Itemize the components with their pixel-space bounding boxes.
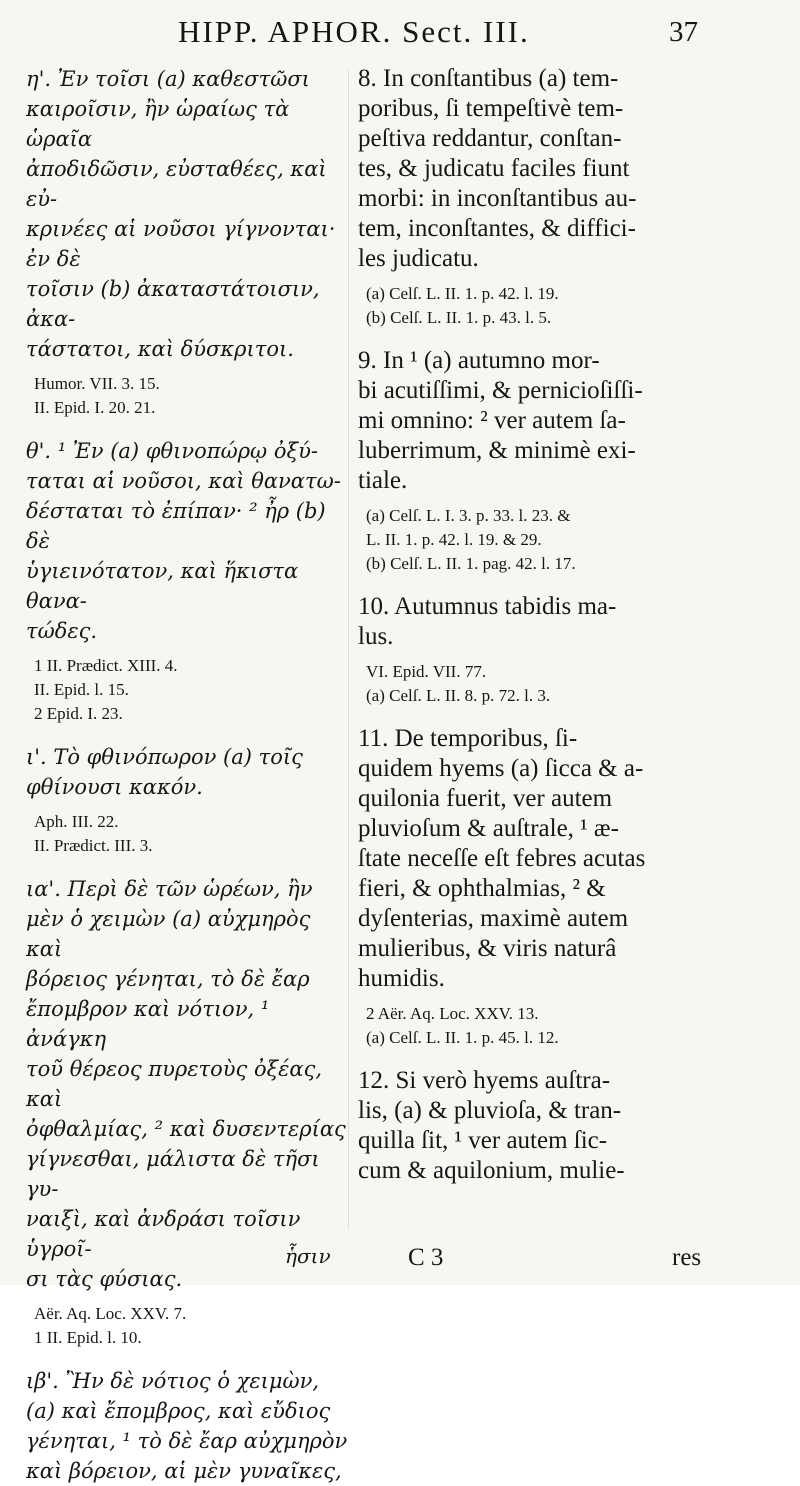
greek-line: γένηται, ¹ τὸ δὲ ἔαρ αὐχμηρὸν xyxy=(26,1429,348,1453)
greek-line: καὶ βόρειον, αἱ μὲν γυναῖκες, xyxy=(26,1459,342,1483)
latin-line: bi acutiſſimi, & pernicioſiſſi- xyxy=(358,377,643,404)
latin-line: fieri, & ophthalmias, ² & xyxy=(358,875,606,902)
greek-catchword: ἧσιν xyxy=(285,1244,331,1268)
latin-line: quidem hyems (a) ſicca & a- xyxy=(358,755,644,782)
greek-line: σι τὰς φύσιας. xyxy=(26,1267,183,1291)
cross-reference: (a) Celſ. L. II. 1. p. 45. l. 12. xyxy=(366,1028,559,1047)
greek-line: η'. Ἐν τοῖσι (a) καθεστῶσι xyxy=(26,67,310,91)
latin-line: ſtate neceſſe eſt febres acutas xyxy=(358,845,646,872)
greek-line: ναιξὶ, καὶ ἀνδράσι τοῖσιν ὑγροῖ- xyxy=(26,1207,301,1261)
latin-line: tes, & judicatu faciles fiunt xyxy=(358,155,630,182)
latin-line: tiale. xyxy=(358,467,408,494)
greek-line: ὀφθαλμίας, ² καὶ δυσεντερίας xyxy=(26,1117,346,1141)
latin-line: poribus, ſi tempeſtivè tem- xyxy=(358,95,624,122)
greek-line: μὲν ὁ χειμὼν (a) αὐχμηρὸς καὶ xyxy=(26,907,311,961)
latin-line: 9. In ¹ (a) autumno mor- xyxy=(358,347,600,374)
cross-reference: (b) Celſ. L. II. 1. p. 43. l. 5. xyxy=(366,308,552,327)
cross-reference: L. II. 1. p. 42. l. 19. & 29. xyxy=(366,530,542,549)
latin-line: les judicatu. xyxy=(358,245,479,272)
greek-line: γίγνεσθαι, μάλιστα δὲ τῆσι γυ- xyxy=(26,1147,320,1201)
aphorism-8-latin xyxy=(358,64,718,330)
latin-catchword: res xyxy=(672,1244,702,1271)
cross-reference: 2 Epid. I. 23. xyxy=(34,704,123,723)
column-gutter xyxy=(348,70,349,1230)
cross-reference: (a) Celſ. L. I. 3. p. 33. l. 23. & xyxy=(366,506,571,525)
signature-mark: C 3 xyxy=(408,1244,444,1271)
aphorism-10-greek xyxy=(26,742,348,858)
greek-line: τοῦ θέρεος πυρετοὺς ὀξέας, καὶ xyxy=(26,1057,323,1111)
greek-line: ταται αἱ νοῦσοι, καὶ θανατω- xyxy=(26,469,341,493)
cross-reference: (a) Celſ. L. II. 1. p. 42. l. 19. xyxy=(366,284,559,303)
aphorism-12-latin xyxy=(358,1066,718,1186)
page-number: 37 xyxy=(669,16,698,48)
running-header xyxy=(0,14,800,54)
greek-line: τώδες. xyxy=(26,619,98,643)
greek-line: καιροῖσιν, ἢν ὡραίως τὰ ὡραῖα xyxy=(26,97,290,151)
greek-line: ἀποδιδῶσιν, εὐσταθέες, καὶ εὐ- xyxy=(26,157,327,211)
aphorism-9-latin xyxy=(358,346,718,576)
cross-reference: 2 Aër. Aq. Loc. XXV. 13. xyxy=(366,1004,539,1023)
header-title: HIPP. APHOR. Sect. III. xyxy=(178,14,530,49)
greek-line: ἔπομβρον καὶ νότιον, ¹ ἀνάγκη xyxy=(26,997,270,1051)
cross-reference: Humor. VII. 3. 15. xyxy=(34,374,160,393)
latin-line: quilonia fuerit, ver autem xyxy=(358,785,613,812)
cross-reference: II. Epid. l. 15. xyxy=(34,680,129,699)
aphorism-8-greek xyxy=(26,64,348,420)
page-footer xyxy=(0,1244,800,1278)
cross-reference: 1 II. Prædict. XIII. 4. xyxy=(34,656,178,675)
latin-line: 12. Si verò hyems auſtra- xyxy=(358,1067,611,1094)
greek-line: κρινέες αἱ νοῦσοι γίγνονται· ἐν δὲ xyxy=(26,217,336,271)
latin-line: mulieribus, & viris naturâ xyxy=(358,935,617,962)
aphorism-9-greek xyxy=(26,436,348,726)
latin-line: quilla ſit, ¹ ver autem ſic- xyxy=(358,1127,608,1154)
cross-reference: II. Epid. I. 20. 21. xyxy=(34,398,156,417)
greek-line: ια'. Περὶ δὲ τῶν ὡρέων, ἢν xyxy=(26,877,313,901)
cross-reference: Aër. Aq. Loc. XXV. 7. xyxy=(34,1304,187,1323)
latin-line: lis, (a) & pluvioſa, & tran- xyxy=(358,1097,622,1124)
cross-reference: Aph. III. 22. xyxy=(34,812,119,831)
latin-column xyxy=(358,64,718,1186)
greek-line: θ'. ¹ Ἐν (a) φθινοπώρῳ ὀξύ- xyxy=(26,439,318,463)
latin-line: cum & aquilonium, mulie- xyxy=(358,1157,625,1184)
latin-line: luberrimum, & minimè exi- xyxy=(358,437,636,464)
greek-line: (a) καὶ ἔπομβρος, καὶ εὔδιος xyxy=(26,1399,331,1423)
latin-line: lus. xyxy=(358,623,394,650)
aphorism-11-greek xyxy=(26,874,348,1350)
cross-reference: (a) Celſ. L. II. 8. p. 72. l. 3. xyxy=(366,686,551,705)
latin-line: 8. In conſtantibus (a) tem- xyxy=(358,65,619,92)
latin-line: pluvioſum & auſtrale, ¹ æ- xyxy=(358,815,619,842)
cross-reference: VI. Epid. VII. 77. xyxy=(366,662,487,681)
greek-line: τοῖσιν (b) ἀκαταστάτοισιν, ἀκα- xyxy=(26,277,320,331)
greek-line: ὑγιεινότατον, καὶ ἥκιστα θανα- xyxy=(26,559,299,613)
greek-line: τάστατοι, καὶ δύσκριτοι. xyxy=(26,337,294,361)
latin-line: mi omnino: ² ver autem ſa- xyxy=(358,407,626,434)
cross-reference: 1 II. Epid. l. 10. xyxy=(34,1328,142,1347)
latin-line: morbi: in inconſtantibus au- xyxy=(358,185,637,212)
aphorism-11-latin xyxy=(358,724,718,1050)
latin-line: peſtiva reddantur, conſtan- xyxy=(358,125,622,152)
latin-line: 10. Autumnus tabidis ma- xyxy=(358,593,617,620)
cross-reference: II. Prædict. III. 3. xyxy=(34,836,153,855)
greek-line: δέσταται τὸ ἐπίπαν· ² ἦρ (b) δὲ xyxy=(26,499,326,553)
aphorism-10-latin xyxy=(358,592,718,708)
aphorism-12-greek xyxy=(26,1366,348,1486)
greek-line: ιβ'. Ἢν δὲ νότιος ὁ χειμὼν, xyxy=(26,1369,320,1393)
cross-reference: (b) Celſ. L. II. 1. pag. 42. l. 17. xyxy=(366,554,576,573)
latin-line: 11. De temporibus, ſi- xyxy=(358,725,578,752)
latin-line: dyſenterias, maximè autem xyxy=(358,905,629,932)
greek-line: ι'. Τὸ φθινόπωρον (a) τοῖς xyxy=(26,745,303,769)
latin-line: humidis. xyxy=(358,965,445,992)
latin-line: tem, inconſtantes, & diffici- xyxy=(358,215,636,242)
greek-line: φθίνουσι κακόν. xyxy=(26,775,203,799)
greek-line: βόρειος γένηται, τὸ δὲ ἔαρ xyxy=(26,967,310,991)
